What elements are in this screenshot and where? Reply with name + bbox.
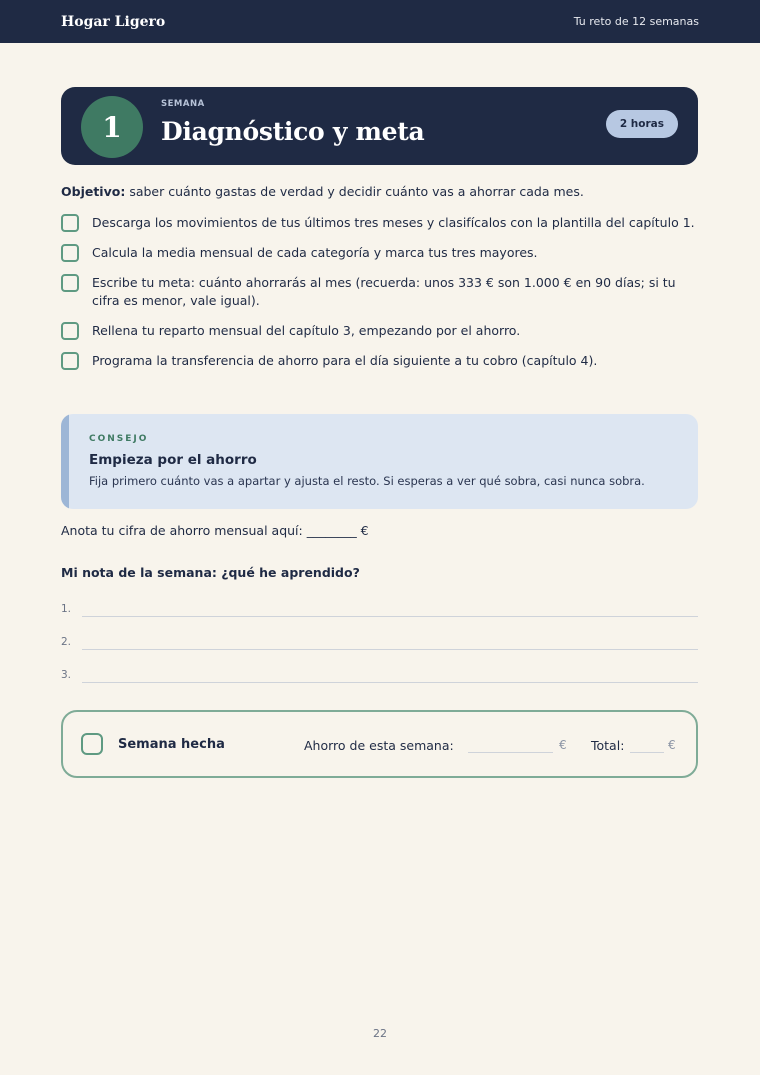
total-label: Total: xyxy=(591,738,625,753)
note-line-rule xyxy=(82,616,698,617)
week-done-label: Semana hecha xyxy=(118,737,225,752)
task-item xyxy=(61,352,701,370)
week-kicker: SEMANA xyxy=(161,99,205,109)
week-title: Diagnóstico y meta xyxy=(161,117,425,146)
task-checkbox[interactable] xyxy=(61,214,79,232)
weekly-savings-field[interactable] xyxy=(468,752,553,753)
page-number: 22 xyxy=(373,1027,387,1040)
task-checkbox[interactable] xyxy=(61,352,79,370)
top-bar xyxy=(0,0,760,43)
brand-name: Hogar Ligero xyxy=(61,13,166,30)
challenge-label: Tu reto de 12 semanas xyxy=(573,15,699,28)
completion-box xyxy=(61,710,698,778)
note-line-number: 2. xyxy=(61,636,72,648)
week-header xyxy=(61,87,698,165)
task-list xyxy=(61,214,701,370)
task-item xyxy=(61,244,701,262)
tip-accent-bar xyxy=(61,414,69,509)
week-done-checkbox[interactable] xyxy=(81,733,103,755)
task-text: Descarga los movimientos de tus últimos tres meses y clasifícalos con la plantilla del capítulo 1. xyxy=(92,215,695,230)
tip-title: Empieza por el ahorro xyxy=(89,452,257,468)
task-item xyxy=(61,274,701,310)
tip-box xyxy=(61,414,698,509)
task-text: Escribe tu meta: cuánto ahorrarás al mes (recuerda: unos 333 € son 1.000 € en 90 días; si tu cifra es menor, vale igual). xyxy=(92,275,676,308)
note-line-rule xyxy=(82,682,698,683)
note-line[interactable] xyxy=(61,636,698,656)
note-line-rule xyxy=(82,649,698,650)
task-checkbox[interactable] xyxy=(61,244,79,262)
task-text: Rellena tu reparto mensual del capítulo 3, empezando por el ahorro. xyxy=(92,323,521,338)
total-currency: € xyxy=(668,738,676,752)
tip-text: Fija primero cuánto vas a apartar y ajusta el resto. Si esperas a ver qué sobra, casi nunca sobra. xyxy=(89,474,645,488)
task-text: Programa la transferencia de ahorro para el día siguiente a tu cobro (capítulo 4). xyxy=(92,353,598,368)
week-number-badge: 1 xyxy=(81,96,143,158)
task-text: Calcula la media mensual de cada categoría y marca tus tres mayores. xyxy=(92,245,538,260)
savings-note: Anota tu cifra de ahorro mensual aquí: ________ € xyxy=(61,523,369,538)
note-line-number: 1. xyxy=(61,603,72,615)
note-line-number: 3. xyxy=(61,669,72,681)
total-field[interactable] xyxy=(630,752,664,753)
duration-badge: 2 horas xyxy=(606,110,678,138)
objective xyxy=(61,184,701,200)
objective-text: saber cuánto gastas de verdad y decidir cuánto vas a ahorrar cada mes. xyxy=(125,184,584,199)
task-checkbox[interactable] xyxy=(61,274,79,292)
weekly-savings-currency: € xyxy=(559,738,567,752)
weekly-savings-label: Ahorro de esta semana: xyxy=(304,738,454,753)
notes-heading: Mi nota de la semana: ¿qué he aprendido? xyxy=(61,565,360,580)
note-line[interactable] xyxy=(61,603,698,623)
task-item xyxy=(61,214,701,232)
objective-label: Objetivo: xyxy=(61,184,126,199)
note-line[interactable] xyxy=(61,669,698,689)
task-item xyxy=(61,322,701,340)
task-checkbox[interactable] xyxy=(61,322,79,340)
tip-kicker: CONSEJO xyxy=(89,434,149,444)
